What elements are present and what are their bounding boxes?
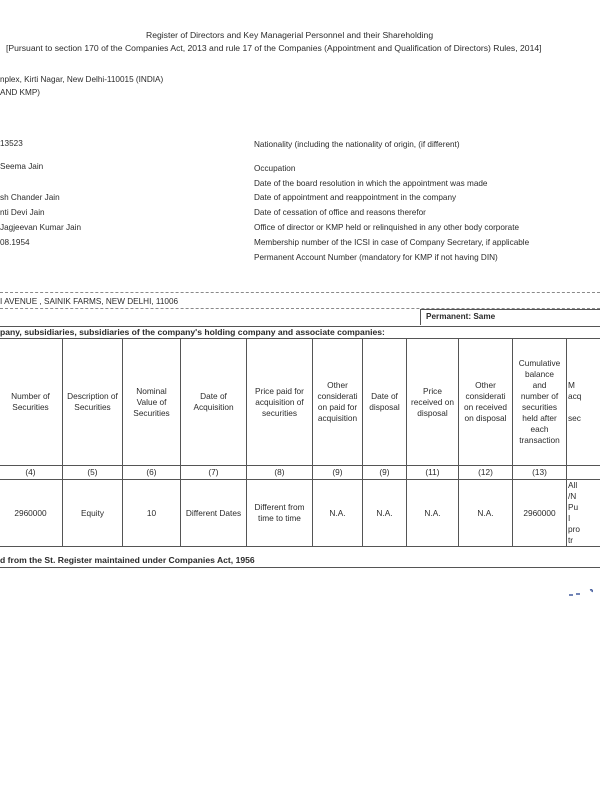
- cell-description: Equity: [63, 480, 123, 547]
- cell-mode-acquisition: All /N Pu I pro tr: [567, 480, 600, 547]
- pan-label: Permanent Account Number (mandatory for KMP if not having DIN): [254, 253, 498, 262]
- table-header-row: [0, 339, 600, 466]
- register-title: Register of Directors and Key Managerial Personnel and their Shareholding: [146, 30, 434, 40]
- table-number-row: [0, 466, 600, 480]
- occupation-label: Occupation: [254, 164, 296, 173]
- father-name: sh Chander Jain: [0, 193, 60, 202]
- mother-name: nti Devi Jain: [0, 208, 45, 217]
- col-number: (12): [459, 466, 513, 480]
- header-cumulative-balance: Cumulative balance and number of securities held after each transaction: [513, 339, 567, 466]
- col-number: (7): [181, 466, 247, 480]
- header-nominal-value: Nominal Value of Securities: [123, 339, 181, 466]
- divider-dotted-1: [0, 292, 600, 293]
- col-number: [567, 466, 600, 480]
- header-price-paid: Price paid for acquisition of securities: [247, 339, 313, 466]
- pen-mark-icon: [568, 588, 594, 598]
- cell-other-consideration-received: N.A.: [459, 480, 513, 547]
- din-value: 13523: [0, 139, 23, 148]
- header-price-received: Price received on disposal: [407, 339, 459, 466]
- other-office-label: Office of director or KMP held or relinquished in any other body corporate: [254, 223, 520, 232]
- cell-other-consideration-paid: N.A.: [313, 480, 363, 547]
- col-number: (4): [0, 466, 63, 480]
- header-other-consideration-received: Other considerati on received on disposal: [459, 339, 513, 466]
- col-number: (8): [247, 466, 313, 480]
- company-address: nplex, Kirti Nagar, New Delhi-110015 (INDIA): [0, 75, 164, 84]
- col-number: (11): [407, 466, 459, 480]
- board-resolution-label: Date of the board resolution in which the appointment was made: [254, 179, 488, 188]
- col-number: (13): [513, 466, 567, 480]
- table-row: [0, 480, 600, 547]
- cell-number-of-securities: 2960000: [0, 480, 63, 547]
- header-date-acquisition: Date of Acquisition: [181, 339, 247, 466]
- register-subtitle: [Pursuant to section 170 of the Companies Act, 2013 and rule 17 of the Companies (Appointment and Qualification of Directors) Rules, 2014]: [6, 43, 542, 53]
- header-date-disposal: Date of disposal: [363, 339, 407, 466]
- nationality-label: Nationality (including the nationality of origin, (if different): [254, 140, 460, 149]
- securities-register-table: [0, 338, 600, 547]
- grandfather-name: Jagjeevan Kumar Jain: [0, 223, 82, 232]
- permanent-box-left: [420, 309, 421, 325]
- cell-price-paid: Different from time to time: [247, 480, 313, 547]
- permanent-address-label: Permanent: Same: [426, 312, 496, 321]
- header-mode-acquisition: M acq sec: [567, 339, 600, 466]
- header-description: Description of Securities: [63, 339, 123, 466]
- appointment-label: Date of appointment and reappointment in the company: [254, 193, 457, 202]
- header-number-of-securities: Number of Securities: [0, 339, 63, 466]
- header-other-consideration-paid: Other considerati on paid for acquisition: [313, 339, 363, 466]
- col-number: (9): [363, 466, 407, 480]
- dob-value: 08.1954: [0, 238, 30, 247]
- securities-heading: pany, subsidiaries, subsidiaries of the company's holding company and associate companies:: [0, 327, 385, 337]
- footer-note: d from the St. Register maintained under Companies Act, 1956: [0, 555, 255, 565]
- cell-nominal-value: 10: [123, 480, 181, 547]
- spouse-name: Seema Jain: [0, 162, 44, 171]
- footer-rule: [0, 567, 600, 568]
- cell-cumulative-balance: 2960000: [513, 480, 567, 547]
- col-number: (6): [123, 466, 181, 480]
- permanent-box-top: [420, 309, 600, 310]
- col-number: (9): [313, 466, 363, 480]
- kmp-label: AND KMP): [0, 88, 41, 97]
- cessation-label: Date of cessation of office and reasons therefor: [254, 208, 426, 217]
- icsi-label: Membership number of the ICSI in case of Company Secretary, if applicable: [254, 238, 530, 247]
- cell-date-acquisition: Different Dates: [181, 480, 247, 547]
- col-number: (5): [63, 466, 123, 480]
- residential-address: I AVENUE , SAINIK FARMS, NEW DELHI, 11006: [0, 297, 179, 306]
- cell-date-disposal: N.A.: [363, 480, 407, 547]
- cell-price-received: N.A.: [407, 480, 459, 547]
